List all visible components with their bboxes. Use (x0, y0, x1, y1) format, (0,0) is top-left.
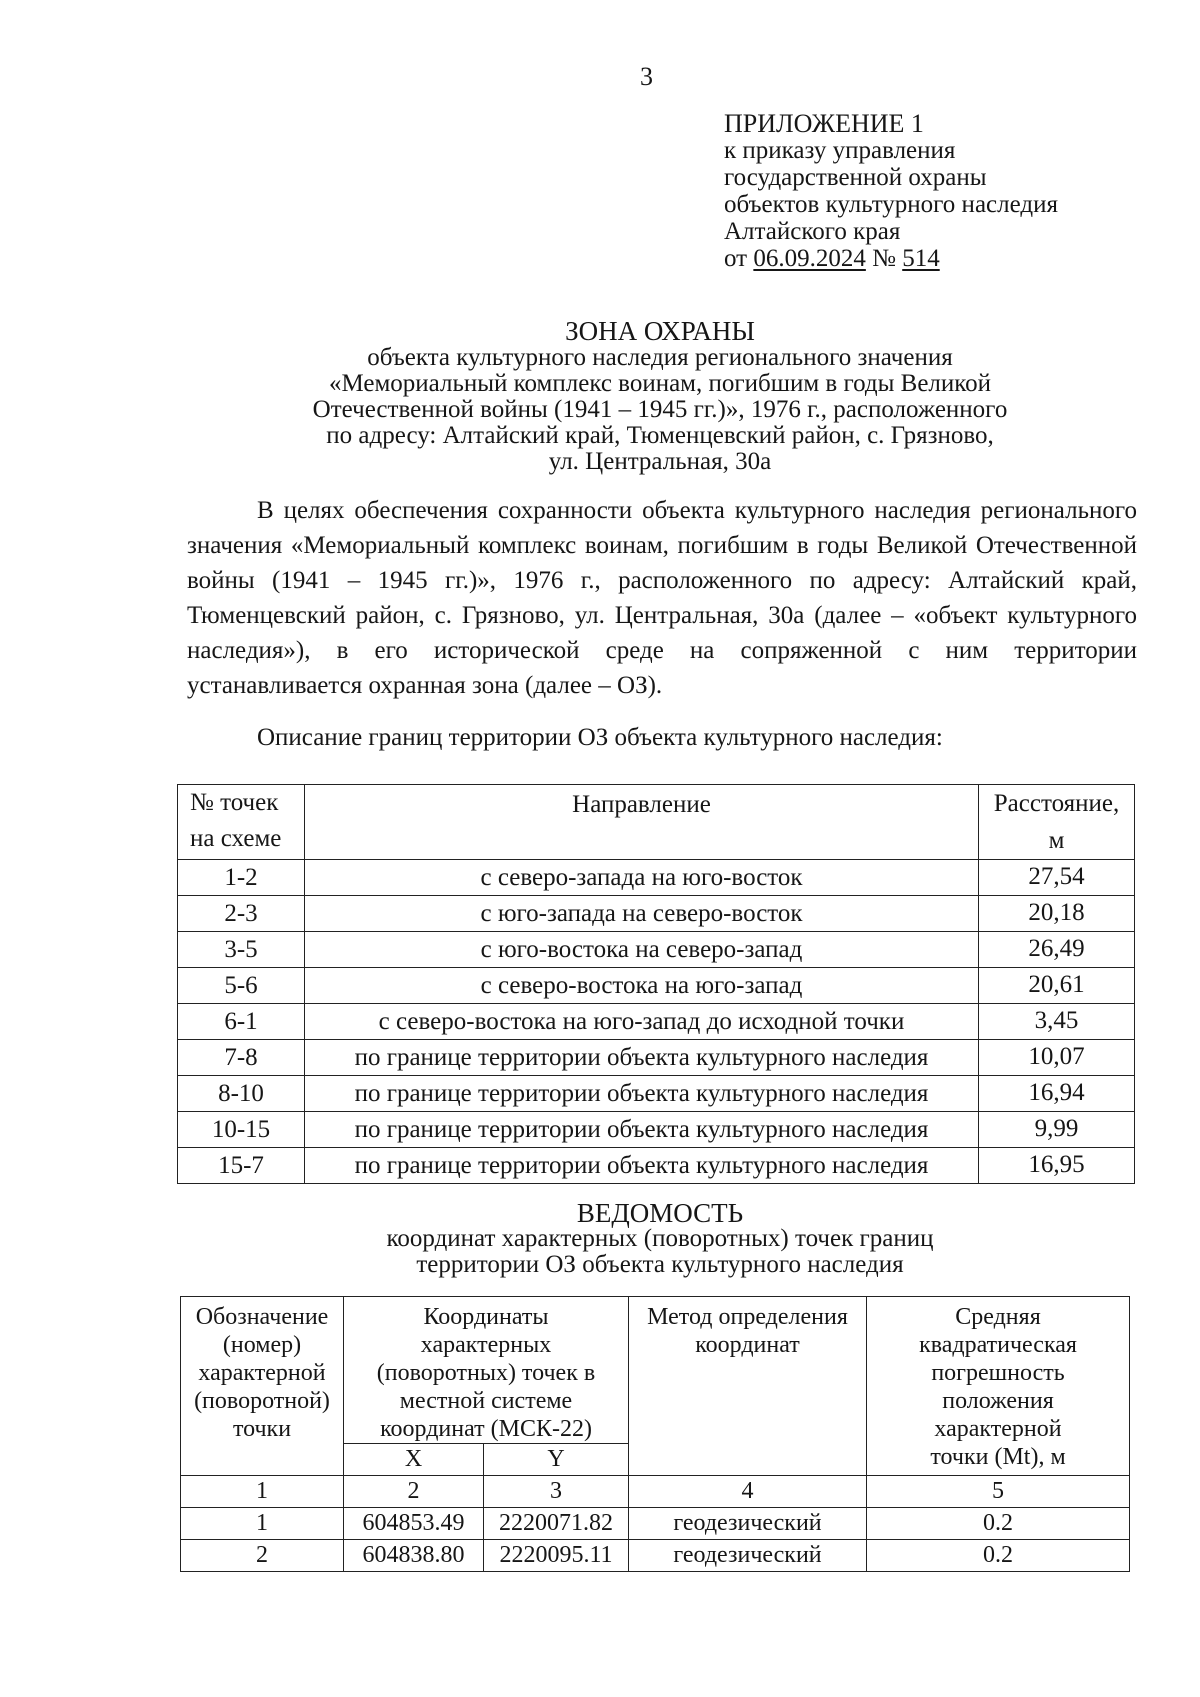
y-cell: 2220071.82 (484, 1508, 629, 1540)
coordinates-header (181, 1297, 1130, 1444)
distance-cell: 26,49 (979, 932, 1135, 968)
appendix-line: объектов культурного наследия (724, 191, 1058, 218)
order-date: 06.09.2024 (753, 245, 866, 272)
direction-cell: с северо-востока на юго-запад до исходной точки (305, 1004, 979, 1040)
appendix-line: государственной охраны (724, 164, 987, 191)
boundary-table (177, 784, 1135, 1184)
boundary-table-body (178, 860, 1135, 1184)
direction-cell: по границе территории объекта культурного наследия (305, 1112, 979, 1148)
points-cell: 10-15 (178, 1112, 305, 1148)
zone-title (180, 318, 1140, 475)
direction-cell: с северо-запада на юго-восток (305, 860, 979, 896)
column-number-cell: 4 (629, 1476, 867, 1508)
coordinates-header-line: (поворотных) точек в (376, 1360, 596, 1386)
points-header-line: № точек (190, 789, 279, 816)
appendix-date-line (724, 245, 1058, 272)
number-prefix: № (872, 245, 896, 272)
coordinates-header-line: Координаты (423, 1304, 549, 1330)
designation-header-line: (поворотной) (194, 1388, 330, 1414)
table-row (178, 896, 1135, 932)
table-row (178, 968, 1135, 1004)
error-header-line: погрешность (931, 1360, 1065, 1386)
error-header-line: положения (942, 1388, 1054, 1414)
points-cell: 1-2 (178, 860, 305, 896)
page-number: 3 (640, 62, 653, 91)
appendix-title: ПРИЛОЖЕНИЕ 1 (724, 109, 924, 138)
error-header (867, 1297, 1130, 1476)
designation-header-line: характерной (198, 1360, 326, 1386)
points-header-line: на схеме (190, 825, 282, 852)
appendix-line: Алтайского края (724, 218, 901, 245)
designation-header-line: (номер) (222, 1332, 302, 1358)
vedomost-title-main: ВЕДОМОСТЬ (576, 1198, 744, 1228)
column-numbers-row (181, 1476, 1130, 1508)
distance-cell: 10,07 (979, 1040, 1135, 1076)
distance-header-line: Расстояние, (993, 790, 1120, 817)
direction-cell: с юго-востока на северо-запад (305, 932, 979, 968)
coordinates-header-line: местной системе (399, 1388, 573, 1414)
direction-header: Направление (305, 785, 979, 860)
vedomost-title (320, 1200, 1000, 1278)
coordinates-header-line: характерных (420, 1332, 552, 1358)
error-cell: 0.2 (867, 1508, 1130, 1540)
coordinates-table-body (181, 1476, 1130, 1572)
table-row (181, 1540, 1130, 1572)
point-cell: 2 (181, 1540, 344, 1572)
zone-title-line: по адресу: Алтайский край, Тюменцевский район, с. Грязново, (326, 422, 994, 449)
column-number-cell: 1 (181, 1476, 344, 1508)
points-header (178, 785, 305, 860)
appendix-block (724, 110, 1058, 272)
table-row (178, 1112, 1135, 1148)
points-cell: 6-1 (178, 1004, 305, 1040)
zone-title-line: «Мемориальный комплекс воинам, погибшим в годы Великой (328, 370, 992, 397)
method-header (629, 1297, 867, 1476)
designation-header-line: Обозначение (195, 1304, 329, 1330)
points-cell: 15-7 (178, 1148, 305, 1184)
zone-title-line: объекта культурного наследия регионального значения (367, 344, 953, 371)
error-cell: 0.2 (867, 1540, 1130, 1572)
error-header-line: Средняя (955, 1304, 1041, 1330)
vedomost-title-line: координат характерных (поворотных) точек границ (386, 1225, 934, 1252)
distance-cell: 20,18 (979, 896, 1135, 932)
distance-cell: 20,61 (979, 968, 1135, 1004)
direction-cell: по границе территории объекта культурного наследия (305, 1076, 979, 1112)
error-header-line: точки (Mt), м (930, 1444, 1066, 1470)
method-header-line: координат (695, 1332, 800, 1358)
points-cell: 5-6 (178, 968, 305, 1004)
appendix-line: к приказу управления (724, 137, 956, 164)
coordinates-header-cell (344, 1297, 629, 1444)
designation-header-line: точки (232, 1416, 292, 1442)
method-header-line: Метод определения (647, 1304, 848, 1330)
direction-cell: по границе территории объекта культурного наследия (305, 1040, 979, 1076)
order-number: 514 (902, 245, 940, 272)
points-cell: 2-3 (178, 896, 305, 932)
column-number-cell: 3 (484, 1476, 629, 1508)
vedomost-title-line: территории ОЗ объекта культурного наследия (416, 1251, 904, 1278)
column-number-cell: 2 (344, 1476, 484, 1508)
method-cell: геодезический (629, 1508, 867, 1540)
zone-title-line: Отечественной войны (1941 – 1945 гг.)», 1976 г., расположенного (312, 396, 1008, 423)
distance-cell: 3,45 (979, 1004, 1135, 1040)
points-cell: 7-8 (178, 1040, 305, 1076)
description-heading: Описание границ территории ОЗ объекта культурного наследия: (257, 724, 943, 751)
coordinates-table (180, 1296, 1130, 1572)
date-prefix: от (724, 245, 748, 272)
intro-paragraph (187, 493, 1137, 703)
column-number-cell: 5 (867, 1476, 1130, 1508)
error-header-line: квадратическая (919, 1332, 1077, 1358)
designation-header (181, 1297, 344, 1476)
point-cell: 1 (181, 1508, 344, 1540)
distance-cell: 9,99 (979, 1112, 1135, 1148)
distance-cell: 16,94 (979, 1076, 1135, 1112)
distance-header (979, 785, 1135, 860)
zone-title-main: ЗОНА ОХРАНЫ (565, 316, 755, 346)
method-cell: геодезический (629, 1540, 867, 1572)
distance-header-line: м (1048, 827, 1065, 854)
error-header-line: характерной (934, 1416, 1062, 1442)
distance-cell: 27,54 (979, 860, 1135, 896)
x-header: X (344, 1444, 484, 1476)
direction-cell: с юго-запада на северо-восток (305, 896, 979, 932)
y-cell: 2220095.11 (484, 1540, 629, 1572)
zone-title-line: ул. Центральная, 30а (548, 448, 772, 475)
table-row (181, 1508, 1130, 1540)
boundary-table-header (178, 785, 1135, 860)
x-cell: 604853.49 (344, 1508, 484, 1540)
table-row (178, 1148, 1135, 1184)
table-row (178, 1004, 1135, 1040)
direction-cell: по границе территории объекта культурного наследия (305, 1148, 979, 1184)
points-cell: 3-5 (178, 932, 305, 968)
direction-cell: с северо-востока на юго-запад (305, 968, 979, 1004)
y-header: Y (484, 1444, 629, 1476)
table-row (178, 1076, 1135, 1112)
x-cell: 604838.80 (344, 1540, 484, 1572)
table-row (178, 932, 1135, 968)
table-row (178, 1040, 1135, 1076)
points-cell: 8-10 (178, 1076, 305, 1112)
table-row (178, 860, 1135, 896)
distance-cell: 16,95 (979, 1148, 1135, 1184)
coordinates-header-line: координат (МСК-22) (380, 1416, 592, 1442)
intro-paragraph-text: В целях обеспечения сохранности объекта культурного наследия регионального значения «Мемориальный комплекс воинам, погибшим в годы Великой Отечественной войны (1941 – 1945 гг.)», 1976 г., расположенного по адресу: Алтайский край, Тюменцевский район, с. Грязново, ул. Центральная, 30а (далее – «объект культурного наследия»), в его исторической среде на сопряженной с ним территории устанавливается охранная зона (далее – ОЗ). (187, 497, 1137, 699)
